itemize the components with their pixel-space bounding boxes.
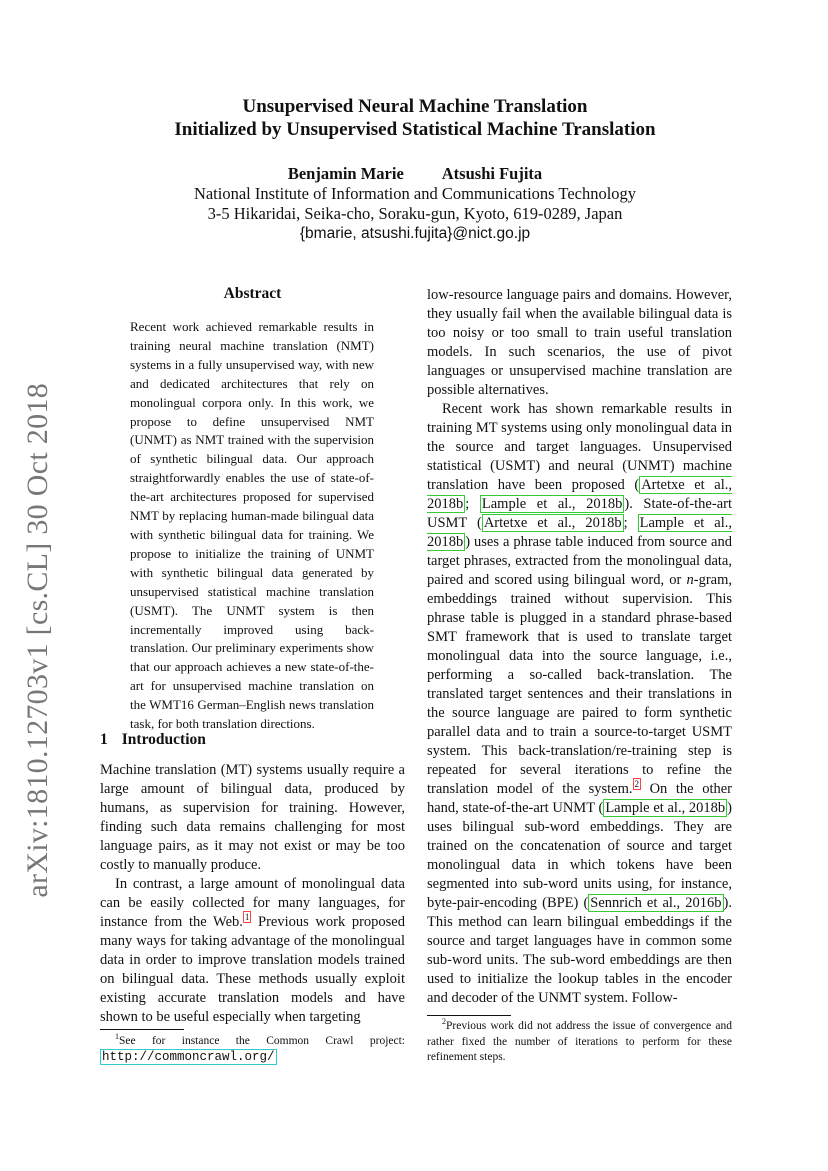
left-column-body [100, 761, 405, 1027]
text: ). State-of-the-art USMT ( [427, 496, 732, 531]
text: ) uses bilingual sub-word embeddings. They are trained on the concatenation of source and target monolingual data in which tokens have been segmented into sub-word units using, for instance, byte-pair-encoding (BPE) ( [427, 800, 732, 911]
footnote-2-link[interactable]: 2 [634, 779, 639, 790]
citation-link[interactable]: Artetxe et al., 2018b [483, 515, 622, 531]
author-names [100, 164, 730, 184]
footnote-1-link[interactable]: 1 [244, 912, 250, 923]
paragraph [427, 400, 732, 1008]
abstract-heading: Abstract [223, 285, 282, 302]
text: Previous work proposed many ways for taking advantage of the monolingual data in order to improve translation models trained on bilingual data. These methods usually exploit existing accurate translation models and have shown to be useful especially when targeting [100, 914, 405, 1025]
text: On the other hand, state-of-the-art UNMT ( [427, 781, 732, 816]
citation-link[interactable]: Lample et al., 2018b [427, 515, 732, 550]
footnote-url-link[interactable]: http://commoncrawl.org/ [102, 1049, 275, 1064]
text: -gram, embeddings trained without supervision. This phrase table is plugged in a standard phrase-based SMT framework that is used to translate target monolingual data into the source language, i.e., performing a so-called back-translation. The translated target sentences and their translations in the source language are paired to form synthetic parallel data and to train a source-to-target USMT system. This back-translation/re-training step is repeated for several iterations to refine the translation model of the system. [427, 572, 732, 797]
abstract-text: Recent work achieved remarkable results in training neural machine translation (NMT) systems in a fully unsupervised way, with new and dedicated architectures that rely on monolingual corpora only. In this work, we propose to define unsupervised NMT (UNMT) as NMT trained with the supervision of synthetic bilingual data. Our approach straightforwardly enables the use of state-of-the-art architectures proposed for supervised NMT by replacing human-made bilingual data with synthetic bilingual data for training. We propose to initialize the training of UNMT with synthetic bilingual data generated by unsupervised statistical machine translation (USMT). The UNMT system is then incrementally improved using back-translation. Our preliminary experiments show that our approach achieves a new state-of-the-art for unsupervised machine translation on the WMT16 German–English news translation task, for both translation directions. [130, 319, 374, 732]
section-heading [100, 731, 206, 749]
footnote-2 [427, 1019, 732, 1066]
paragraph [100, 875, 405, 1027]
author-block [100, 164, 730, 244]
citation-link[interactable]: Artetxe et al., 2018b [427, 477, 732, 512]
section-number: 1 [100, 731, 108, 748]
paper-title [100, 95, 730, 141]
text: ; [623, 515, 638, 531]
footnote-number: 1 [115, 1032, 119, 1042]
section-title: Introduction [121, 731, 206, 748]
author-name: Atsushi Fujita [441, 164, 543, 183]
arxiv-identifier [16, 360, 60, 920]
address: 3-5 Hikaridai, Seika-cho, Soraku-gun, Kyoto, 619-0289, Japan [207, 204, 623, 223]
citation-link[interactable]: Lample et al., 2018b [481, 496, 623, 512]
text: ; [465, 496, 480, 512]
title-line-2: Initialized by Unsupervised Statistical Machine Translation [174, 119, 656, 140]
footnote-rule [100, 1029, 184, 1030]
author-name: Benjamin Marie [287, 164, 404, 183]
text: In contrast, a large amount of monolingual data can be easily collected for many languages, for instance from the Web. [100, 876, 405, 930]
text: Recent work has shown remarkable results in training MT systems using only monolingual data in the source and target languages. Unsupervised statistical (USMT) and neural (UNMT) machine translation have been proposed ( [427, 401, 732, 493]
citation-link[interactable]: Sennrich et al., 2016b [590, 895, 722, 911]
text: ) uses a phrase table induced from source and target phrases, extracted from the monolingual data, paired and scored using bilingual word, or [427, 534, 732, 588]
affiliation: National Institute of Information and Communications Technology [193, 184, 637, 203]
citation-link[interactable]: Lample et al., 2018b [605, 800, 726, 816]
paragraph: Machine translation (MT) systems usually require a large amount of bilingual data, produced by humans, as supervision for training. However, finding such data remains challenging for most language pairs, as it may not exist or may be too costly to manually produce. [100, 762, 405, 873]
math-n: n [686, 572, 694, 588]
right-column-body [427, 286, 732, 1008]
email: {bmarie, atsushi.fujita}@nict.go.jp [299, 225, 531, 242]
footnote-number: 2 [442, 1017, 446, 1027]
footnote-rule [427, 1015, 511, 1016]
paragraph: low-resource language pairs and domains. However, they usually fail when the available bilingual data is too noisy or too small to train useful translation models. In such scenarios, the use of pivot languages or unsupervised machine translation are possible alternatives. [427, 287, 732, 398]
title-line-1: Unsupervised Neural Machine Translation [242, 96, 588, 117]
arxiv-id-text: arXiv:1810.12703v1 [cs.CL] 30 Oct 2018 [21, 382, 54, 898]
text: ). This method can learn bilingual embeddings if the source and target languages have in common some sub-word units. The sub-word embeddings are then used to initialize the lookup tables in the encoder and decoder of the UNMT system. Follow- [427, 895, 732, 1006]
footnote-text: See for instance the Common Crawl project: [119, 1035, 405, 1047]
footnote-text: Previous work did not address the issue of convergence and rather fixed the number of iterations to perform for these refinement steps. [427, 1020, 732, 1063]
footnote-1 [100, 1034, 405, 1065]
